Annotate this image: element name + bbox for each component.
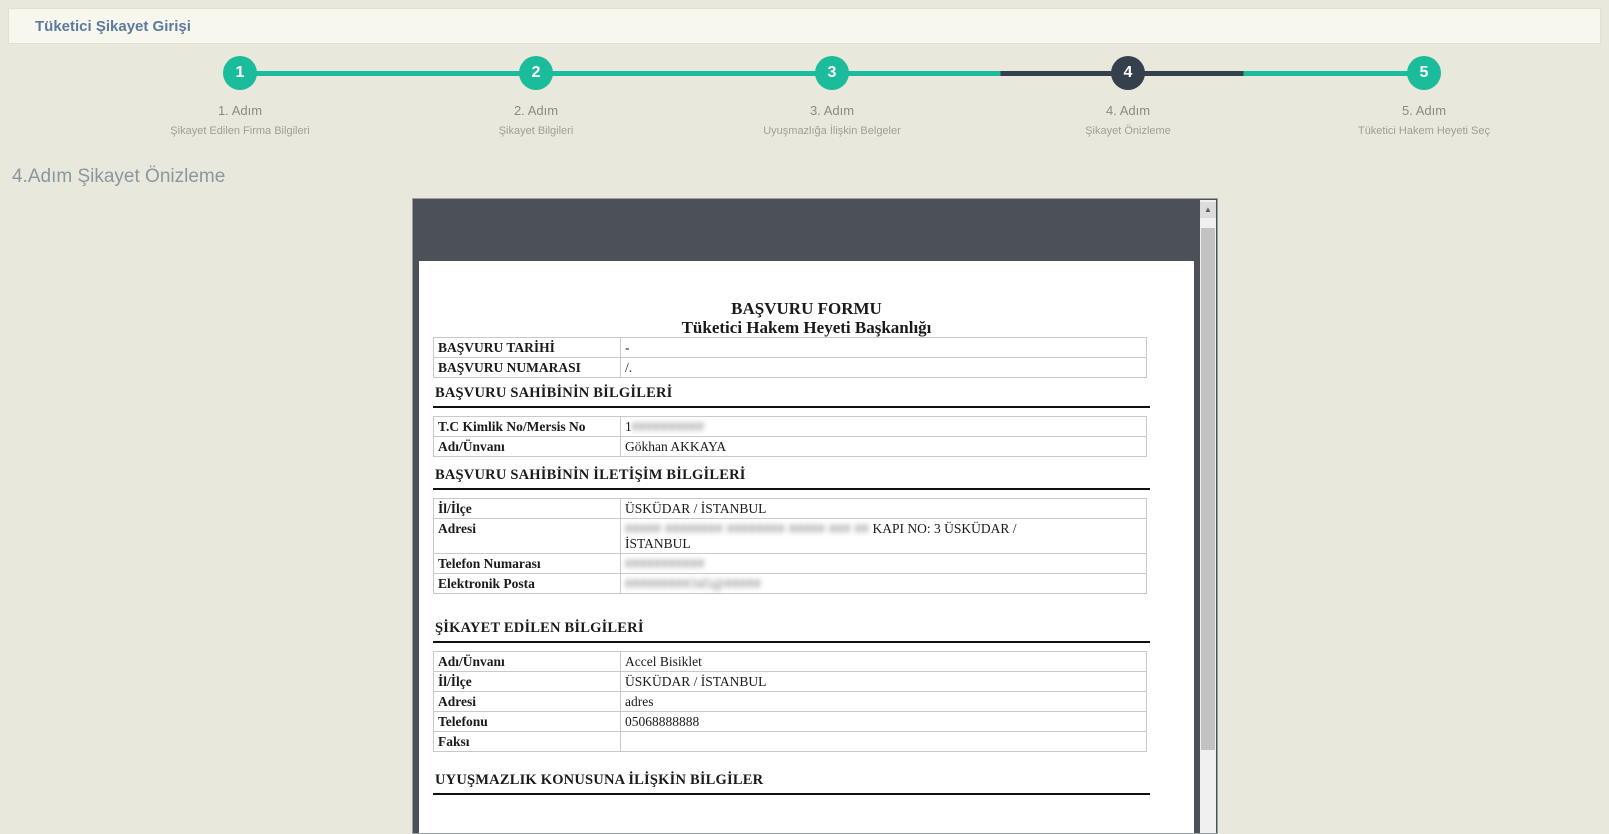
document-page bbox=[419, 261, 1194, 834]
document-body bbox=[433, 337, 1150, 795]
fields-table bbox=[433, 337, 1147, 378]
table-row bbox=[434, 652, 1147, 672]
field-value bbox=[621, 437, 1147, 457]
step-5 bbox=[1276, 56, 1572, 146]
field-label: Adresi bbox=[434, 519, 621, 554]
table-row bbox=[434, 338, 1147, 358]
document-section bbox=[433, 772, 1150, 795]
field-label: İl/İlçe bbox=[434, 499, 621, 519]
document-section bbox=[433, 385, 1150, 457]
table-row bbox=[434, 574, 1147, 594]
step-1 bbox=[92, 56, 388, 146]
table-row bbox=[434, 712, 1147, 732]
value-text: Gökhan AKKAYA bbox=[625, 439, 727, 454]
scrollbar-thumb[interactable] bbox=[1201, 228, 1215, 750]
document-title bbox=[419, 261, 1194, 337]
field-value bbox=[621, 574, 1147, 594]
step-2 bbox=[388, 56, 684, 146]
redacted-text: ##### ######## ######## ##### ### ## bbox=[625, 521, 870, 536]
document-title-line2: Tüketici Hakem Heyeti Başkanlığı bbox=[681, 318, 932, 337]
step-sublabel: Şikayet Edilen Firma Bilgileri bbox=[170, 125, 310, 137]
app-header bbox=[8, 8, 1601, 44]
document-title-line1: BAŞVURU FORMU bbox=[731, 299, 882, 318]
redacted-text: ########### bbox=[625, 556, 705, 571]
document-section bbox=[433, 467, 1150, 594]
table-row bbox=[434, 554, 1147, 574]
step-label: 3. Adım bbox=[809, 103, 855, 118]
table-row bbox=[434, 417, 1147, 437]
step-sublabel: Tüketici Hakem Heyeti Seç bbox=[1357, 125, 1491, 137]
value-text: 1 bbox=[625, 419, 632, 434]
field-label: Adı/Ünvanı bbox=[434, 437, 621, 457]
value-text: İSTANBUL bbox=[625, 536, 691, 551]
field-value bbox=[621, 712, 1147, 732]
field-value bbox=[621, 672, 1147, 692]
table-row bbox=[434, 692, 1147, 712]
fields-table bbox=[433, 651, 1147, 752]
section-heading: UYUŞMAZLIK KONUSUNA İLİŞKİN BİLGİLER bbox=[433, 772, 1150, 795]
table-row bbox=[434, 499, 1147, 519]
field-label: İl/İlçe bbox=[434, 672, 621, 692]
value-text: Accel Bisiklet bbox=[625, 654, 702, 669]
table-row bbox=[434, 437, 1147, 457]
field-label: Adı/Ünvanı bbox=[434, 652, 621, 672]
stepper-steps bbox=[92, 56, 1572, 146]
step-label: 4. Adım bbox=[1105, 103, 1151, 118]
field-value bbox=[621, 358, 1147, 378]
field-label: Telefon Numarası bbox=[434, 554, 621, 574]
section-heading: ŞİKAYET EDİLEN BİLGİLERİ bbox=[433, 620, 1150, 643]
field-label: BAŞVURU NUMARASI bbox=[434, 358, 621, 378]
value-text: adres bbox=[625, 694, 654, 709]
field-label: Faksı bbox=[434, 732, 621, 752]
stepper bbox=[92, 56, 1572, 146]
step-sublabel: Uyuşmazlığa İlişkin Belgeler bbox=[763, 125, 901, 137]
field-label: T.C Kimlik No/Mersis No bbox=[434, 417, 621, 437]
value-text: - bbox=[625, 340, 630, 355]
step-circle[interactable]: 5 bbox=[1407, 56, 1441, 90]
field-value bbox=[621, 692, 1147, 712]
table-row bbox=[434, 732, 1147, 752]
step-label: 2. Adım bbox=[513, 103, 559, 118]
field-label: Adresi bbox=[434, 692, 621, 712]
step-circle[interactable]: 2 bbox=[519, 56, 553, 90]
redacted-text: #########345@##### bbox=[625, 576, 762, 591]
field-value bbox=[621, 417, 1147, 437]
field-value bbox=[621, 519, 1147, 554]
document-section bbox=[433, 620, 1150, 752]
step-label: 1. Adım bbox=[217, 103, 263, 118]
step-sublabel: Şikayet Önizleme bbox=[1085, 125, 1171, 137]
section-heading: BAŞVURU SAHİBİNİN İLETİŞİM BİLGİLERİ bbox=[433, 467, 1150, 490]
table-row bbox=[434, 358, 1147, 378]
step-circle[interactable]: 3 bbox=[815, 56, 849, 90]
field-value bbox=[621, 338, 1147, 358]
step-label: 5. Adım bbox=[1401, 103, 1447, 118]
field-value bbox=[621, 652, 1147, 672]
value-text: /. bbox=[625, 360, 633, 375]
field-value bbox=[621, 732, 1147, 752]
document-preview-viewer[interactable] bbox=[412, 198, 1218, 834]
table-row bbox=[434, 672, 1147, 692]
value-text: KAPI NO: 3 ÜSKÜDAR / bbox=[869, 521, 1017, 536]
step-circle[interactable]: 4 bbox=[1111, 56, 1145, 90]
value-text: 05068888888 bbox=[625, 714, 700, 729]
redacted-text: ########## bbox=[631, 419, 705, 434]
field-label: Telefonu bbox=[434, 712, 621, 732]
table-row bbox=[434, 519, 1147, 554]
step-section-title: 4.Adım Şikayet Önizleme bbox=[12, 166, 226, 187]
field-value bbox=[621, 554, 1147, 574]
value-text: ÜSKÜDAR / İSTANBUL bbox=[625, 674, 767, 689]
viewer-scrollbar[interactable] bbox=[1200, 200, 1216, 833]
step-3 bbox=[684, 56, 980, 146]
field-label: Elektronik Posta bbox=[434, 574, 621, 594]
field-value bbox=[621, 499, 1147, 519]
page-title: Tüketici Şikayet Girişi bbox=[35, 17, 191, 35]
step-sublabel: Şikayet Bilgileri bbox=[498, 125, 574, 137]
document-section bbox=[433, 337, 1150, 378]
step-circle[interactable]: 1 bbox=[223, 56, 257, 90]
step-4 bbox=[980, 56, 1276, 146]
fields-table bbox=[433, 416, 1147, 457]
section-heading: BAŞVURU SAHİBİNİN BİLGİLERİ bbox=[433, 385, 1150, 408]
field-label: BAŞVURU TARİHİ bbox=[434, 338, 621, 358]
scroll-up-icon[interactable]: ▲ bbox=[1200, 202, 1216, 218]
value-text: ÜSKÜDAR / İSTANBUL bbox=[625, 501, 767, 516]
fields-table bbox=[433, 498, 1147, 594]
